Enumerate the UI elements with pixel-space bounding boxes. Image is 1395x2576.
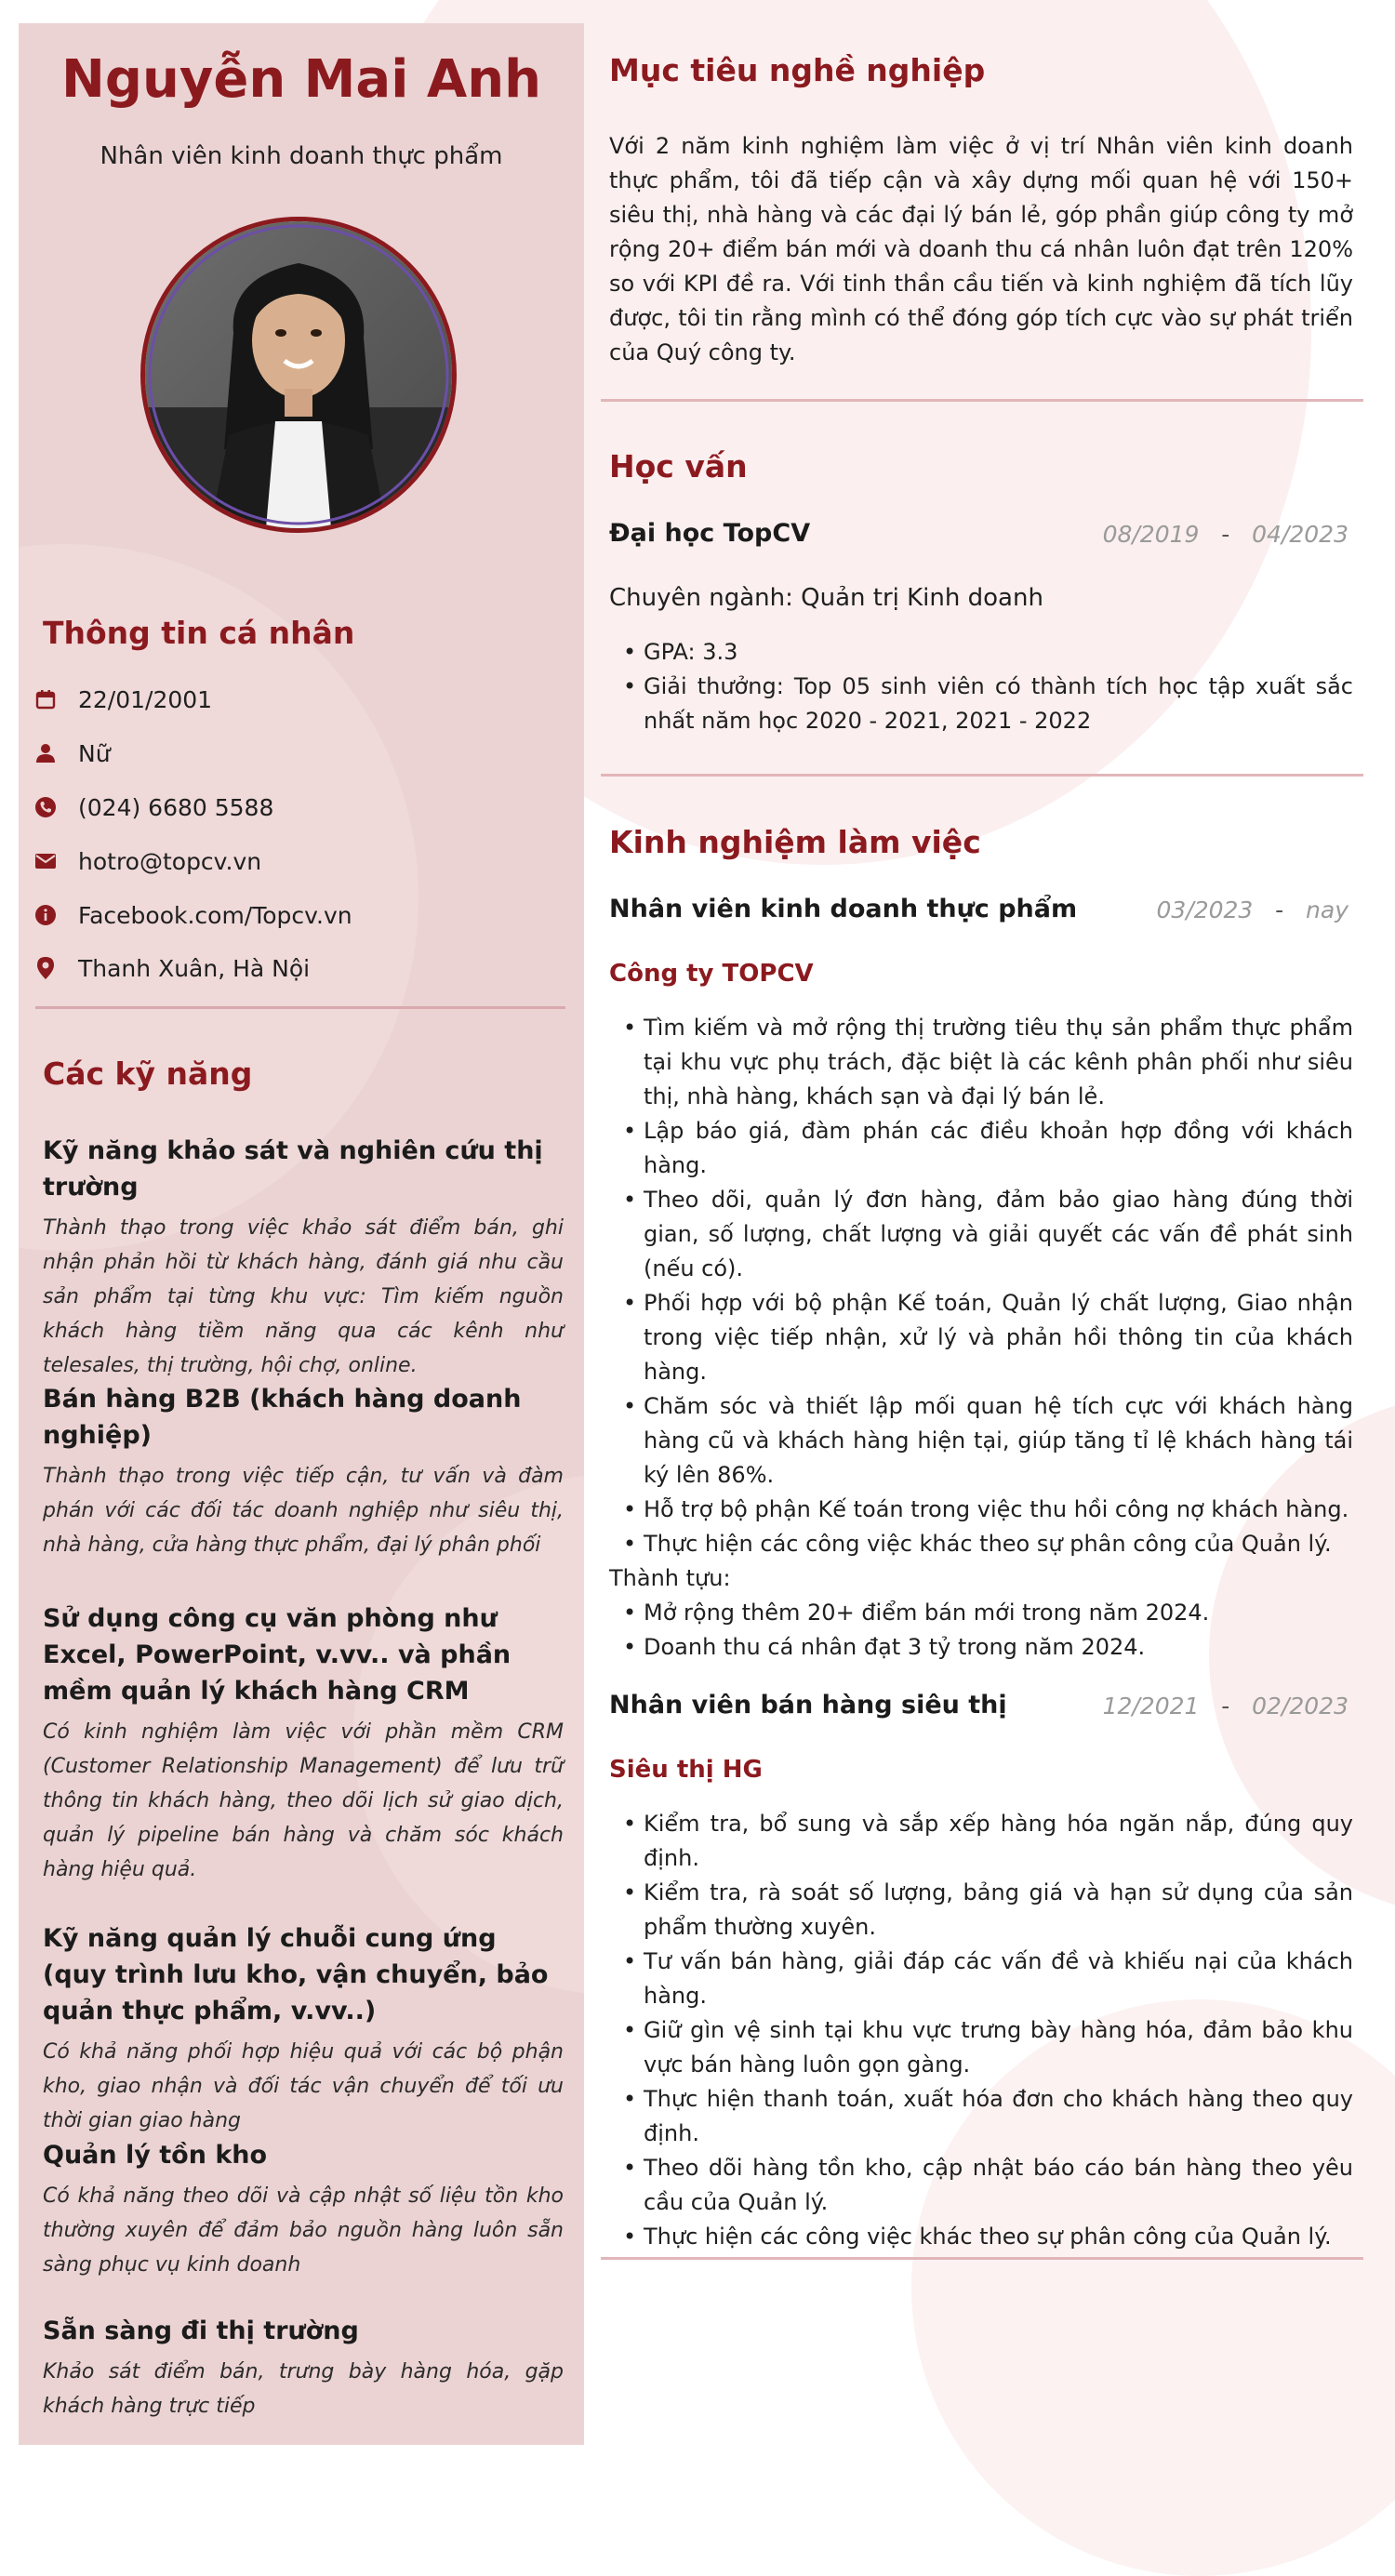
info-gender (33, 737, 111, 770)
list-item: • Kiểm tra, rà soát số lượng, bảng giá và hạn sử dụng của sản phẩm thường xuyên. (644, 1876, 1353, 1945)
info-phone (33, 790, 273, 824)
skill-description: Có khả năng theo dõi và cập nhật số liệu tồn kho thường xuyên để đảm bảo nguồn hàng luôn sẵn sàng phục vụ kinh doanh (43, 2184, 564, 2277)
date-separator: - (1221, 521, 1230, 548)
date-separator: - (1221, 1693, 1230, 1720)
personal-info-heading: Thông tin cá nhân (43, 615, 355, 651)
skill-item (43, 2313, 564, 2423)
date-end: 04/2023 (1252, 521, 1348, 548)
info-icon (33, 903, 58, 927)
info-address (33, 951, 310, 985)
date-end: 02/2023 (1252, 1693, 1348, 1720)
list-item: • Phối hợp với bộ phận Kế toán, Quản lý chất lượng, Giao nhận trong việc tiếp nhận, xử lý và phản hồi thông tin của khách hàng. (644, 1286, 1353, 1389)
date-start: 03/2023 (1156, 896, 1254, 923)
education-heading: Học vấn (609, 448, 748, 485)
info-value: Facebook.com/Topcv.vn (78, 901, 352, 929)
skill-item (43, 1381, 564, 1562)
list-item: • Lập báo giá, đàm phán các điều khoản hợp đồng với khách hàng. (644, 1114, 1353, 1183)
info-value: 22/01/2001 (78, 685, 213, 713)
list-item: • Thực hiện thanh toán, xuất hóa đơn cho khách hàng theo quy định. (644, 2082, 1353, 2151)
skill-item (43, 1133, 564, 1383)
candidate-name: Nguyễn Mai Anh (61, 49, 541, 110)
skill-title: Sử dụng công cụ văn phòng như Excel, PowerPoint, v.vv.. và phần mềm quản lý khách hàng CRM (43, 1604, 512, 1706)
list-item: • Giữ gìn vệ sinh tại khu vực trưng bày hàng hóa, đảm bảo khu vực bán hàng luôn gọn gàng. (644, 2013, 1353, 2082)
list-item: • Theo dõi hàng tồn kho, cập nhật báo cáo bán hàng theo yêu cầu của Quản lý. (644, 2151, 1353, 2220)
list-item: • Tìm kiếm và mở rộng thị trường tiêu thụ sản phẩm thực phẩm tại khu vực phụ trách, đặc biệt là các kênh phân phối như siêu thị, nhà hàng, khách sạn và đại lý bán lẻ. (644, 1011, 1353, 1114)
skill-description: Có khả năng phối hợp hiệu quả với các bộ phận kho, giao nhận và đối tác vận chuyển để tối ưu thời gian giao hàng (43, 2040, 564, 2132)
list-item: • Kiểm tra, bổ sung và sắp xếp hàng hóa ngăn nắp, đúng quy định. (644, 1807, 1353, 1876)
sidebar (19, 23, 584, 2445)
list-item: • Giải thưởng: Top 05 sinh viên có thành tích học tập xuất sắc nhất năm học 2020 - 2021, 2021 - 2022 (644, 670, 1353, 738)
info-value: Thanh Xuân, Hà Nội (78, 954, 311, 982)
skill-description: Thành thạo trong việc khảo sát điểm bán, ghi nhận phản hồi từ khách hàng, đánh giá nhu cầu sản phẩm tại từng khu vực: Tìm kiếm nguồn khách hàng tiềm năng qua các kênh như telesales, thị trường, hội chợ, online. (43, 1216, 564, 1377)
skill-title: Quản lý tồn kho (43, 2141, 268, 2170)
section-divider (601, 774, 1363, 777)
skill-item (43, 1920, 564, 2138)
list-item: • Chăm sóc và thiết lập mối quan hệ tích cực với khách hàng hàng cũ và khách hàng hiện tại, giúp tăng tỉ lệ khách hàng tái ký lên 86%. (644, 1389, 1353, 1493)
info-value: (024) 6680 5588 (78, 793, 274, 821)
list-item: • Mở rộng thêm 20+ điểm bán mới trong năm 2024. (644, 1596, 1353, 1630)
main-content (595, 0, 1367, 2445)
skill-description: Có kinh nghiệm làm việc với phần mềm CRM (Customer Relationship Management) để lưu trữ thông tin khách hàng, theo dõi lịch sử giao dịch, quản lý pipeline bán hàng và chăm sóc khách hàng hiệu quả. (43, 1720, 564, 1881)
list-item: • Theo dõi, quản lý đơn hàng, đảm bảo giao hàng đúng thời gian, số lượng, chất lượng và giải quyết các vấn đề phát sinh (nếu có). (644, 1183, 1353, 1286)
job-dates (1103, 1693, 1348, 1720)
education-bullets (609, 635, 1353, 738)
job-title: Nhân viên kinh doanh thực phẩm (609, 895, 1078, 923)
date-end: nay (1306, 896, 1348, 923)
education-major: Chuyên ngành: Quản trị Kinh doanh (609, 584, 1043, 612)
candidate-role: Nhân viên kinh doanh thực phẩm (100, 142, 503, 170)
skill-title: Sẵn sàng đi thị trường (43, 2317, 359, 2345)
phone-icon (33, 795, 58, 819)
objective-heading: Mục tiêu nghề nghiệp (609, 52, 986, 88)
job-bullets (609, 1807, 1353, 2254)
skills-heading: Các kỹ năng (43, 1056, 253, 1092)
info-birthdate (33, 683, 212, 716)
skill-title: Kỹ năng khảo sát và nghiên cứu thị trường (43, 1136, 543, 1202)
list-item: • Hỗ trợ bộ phận Kế toán trong việc thu hồi công nợ khách hàng. (644, 1493, 1353, 1527)
skill-title: Bán hàng B2B (khách hàng doanh nghiệp) (43, 1385, 522, 1450)
education-dates (1103, 521, 1348, 548)
info-facebook (33, 898, 352, 932)
mail-icon (33, 849, 58, 873)
school-name: Đại học TopCV (609, 519, 811, 548)
skill-title: Kỹ năng quản lý chuỗi cung ứng (quy trình lưu kho, vận chuyển, bảo quản thực phẩm, v.vv..) (43, 1924, 549, 2025)
avatar (140, 217, 457, 533)
list-item: • Thực hiện các công việc khác theo sự phân công của Quản lý. (644, 2220, 1353, 2254)
achievements-label: Thành tựu: (609, 1565, 731, 1591)
info-email (33, 844, 261, 878)
skill-description: Thành thạo trong việc tiếp cận, tư vấn và đàm phán với các đối tác doanh nghiệp như siêu thị, nhà hàng, cửa hàng thực phẩm, đại lý phân phối (43, 1465, 564, 1557)
date-separator: - (1275, 896, 1284, 923)
job-title: Nhân viên bán hàng siêu thị (609, 1691, 1007, 1720)
objective-text: Với 2 năm kinh nghiệm làm việc ở vị trí Nhân viên kinh doanh thực phẩm, tôi đã tiếp cận và xây dựng mối quan hệ với 150+ siêu thị, nhà hàng và các đại lý bán lẻ, góp phần giúp công ty mở rộng 20+ điểm bán mới và doanh thu cá nhân luôn đạt trên 120% so với KPI đề ra. Với tinh thần cầu tiến và kinh nghiệm đã tích lũy được, tôi tin rằng mình có thể đóng góp tích cực vào sự phát triển của Quý công ty. (609, 133, 1353, 365)
list-item: • Tư vấn bán hàng, giải đáp các vấn đề và khiếu nại của khách hàng. (644, 1945, 1353, 2013)
location-icon (33, 956, 58, 980)
company-name: Công ty TOPCV (609, 960, 814, 988)
calendar-icon (33, 687, 58, 711)
info-value: hotro@topcv.vn (78, 847, 262, 875)
section-divider (35, 1006, 565, 1009)
experience-heading: Kinh nghiệm làm việc (609, 824, 981, 860)
company-name: Siêu thị HG (609, 1756, 763, 1784)
date-start: 12/2021 (1102, 1693, 1200, 1720)
person-icon (33, 741, 58, 765)
date-start: 08/2019 (1102, 521, 1200, 548)
skill-description: Khảo sát điểm bán, trưng bày hàng hóa, gặp khách hàng trực tiếp (43, 2360, 564, 2418)
list-item: • Doanh thu cá nhân đạt 3 tỷ trong năm 2024. (644, 1630, 1353, 1665)
job-bullets (609, 1011, 1353, 1561)
achievement-bullets (609, 1596, 1353, 1665)
section-divider (601, 399, 1363, 402)
list-item: • GPA: 3.3 (644, 635, 1353, 670)
skill-item (43, 1600, 564, 1887)
section-divider (601, 2257, 1363, 2260)
skill-item (43, 2137, 564, 2282)
job-dates (1156, 896, 1348, 923)
info-value: Nữ (78, 739, 111, 767)
list-item: • Thực hiện các công việc khác theo sự phân công của Quản lý. (644, 1527, 1353, 1561)
